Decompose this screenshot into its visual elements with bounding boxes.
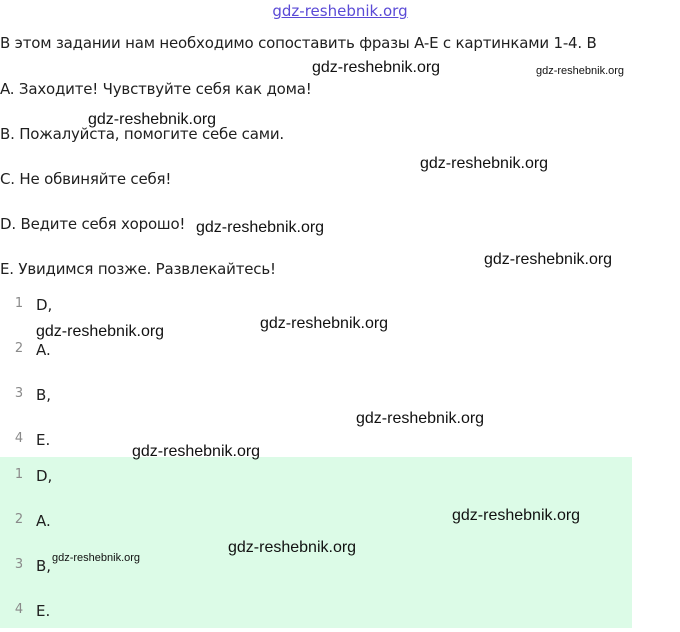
list-value: A. [36, 512, 51, 530]
watermark: gdz-reshebnik.org [452, 507, 581, 524]
list-number: 1 [14, 296, 24, 311]
list-number: 4 [14, 431, 24, 446]
list-value: B, [36, 386, 52, 404]
list-number: 4 [14, 602, 24, 617]
list-value: D, [36, 296, 53, 314]
watermark: gdz-reshebnik.org [88, 111, 217, 128]
list-item [0, 512, 300, 542]
watermark: gdz-reshebnik.org [228, 539, 357, 556]
watermark: gdz-reshebnik.org [196, 219, 325, 236]
list-value: E. [36, 602, 51, 620]
list-value: E. [36, 431, 51, 449]
list-value: A. [36, 341, 51, 359]
list-item [0, 557, 300, 587]
list-value: D, [36, 467, 53, 485]
list-number: 2 [14, 512, 24, 527]
watermark: gdz-reshebnik.org [420, 155, 549, 172]
list-value: B, [36, 557, 52, 575]
list-item [0, 296, 300, 326]
phrase-e: E. Увидимся позже. Развлекайтесь! [0, 260, 276, 278]
phrase-b: B. Пожалуйста, помогите себе сами. [0, 125, 284, 143]
watermark-top[interactable]: gdz-reshebnik.org [272, 2, 408, 20]
list-item [0, 386, 300, 416]
watermark: gdz-reshebnik.org [312, 59, 441, 76]
list-number: 2 [14, 341, 24, 356]
list-item [0, 341, 300, 371]
list-number: 3 [14, 386, 24, 401]
watermark: gdz-reshebnik.org [356, 410, 485, 427]
watermark: gdz-reshebnik.org [260, 315, 389, 332]
watermark: gdz-reshebnik.org [52, 552, 141, 564]
watermark: gdz-reshebnik.org [36, 323, 165, 340]
phrase-d: D. Ведите себя хорошо! [0, 215, 186, 233]
phrase-a: A. Заходите! Чувствуйте себя как дома! [0, 80, 312, 98]
intro-text: В этом задании нам необходимо сопоставить фразы A-E с картинками 1-4. В [0, 34, 597, 52]
watermark: gdz-reshebnik.org [484, 251, 613, 268]
list-number: 3 [14, 557, 24, 572]
watermark: gdz-reshebnik.org [536, 65, 625, 77]
list-item [0, 467, 300, 497]
phrase-c: C. Не обвиняйте себя! [0, 170, 172, 188]
watermark: gdz-reshebnik.org [132, 443, 261, 460]
list-number: 1 [14, 467, 24, 482]
